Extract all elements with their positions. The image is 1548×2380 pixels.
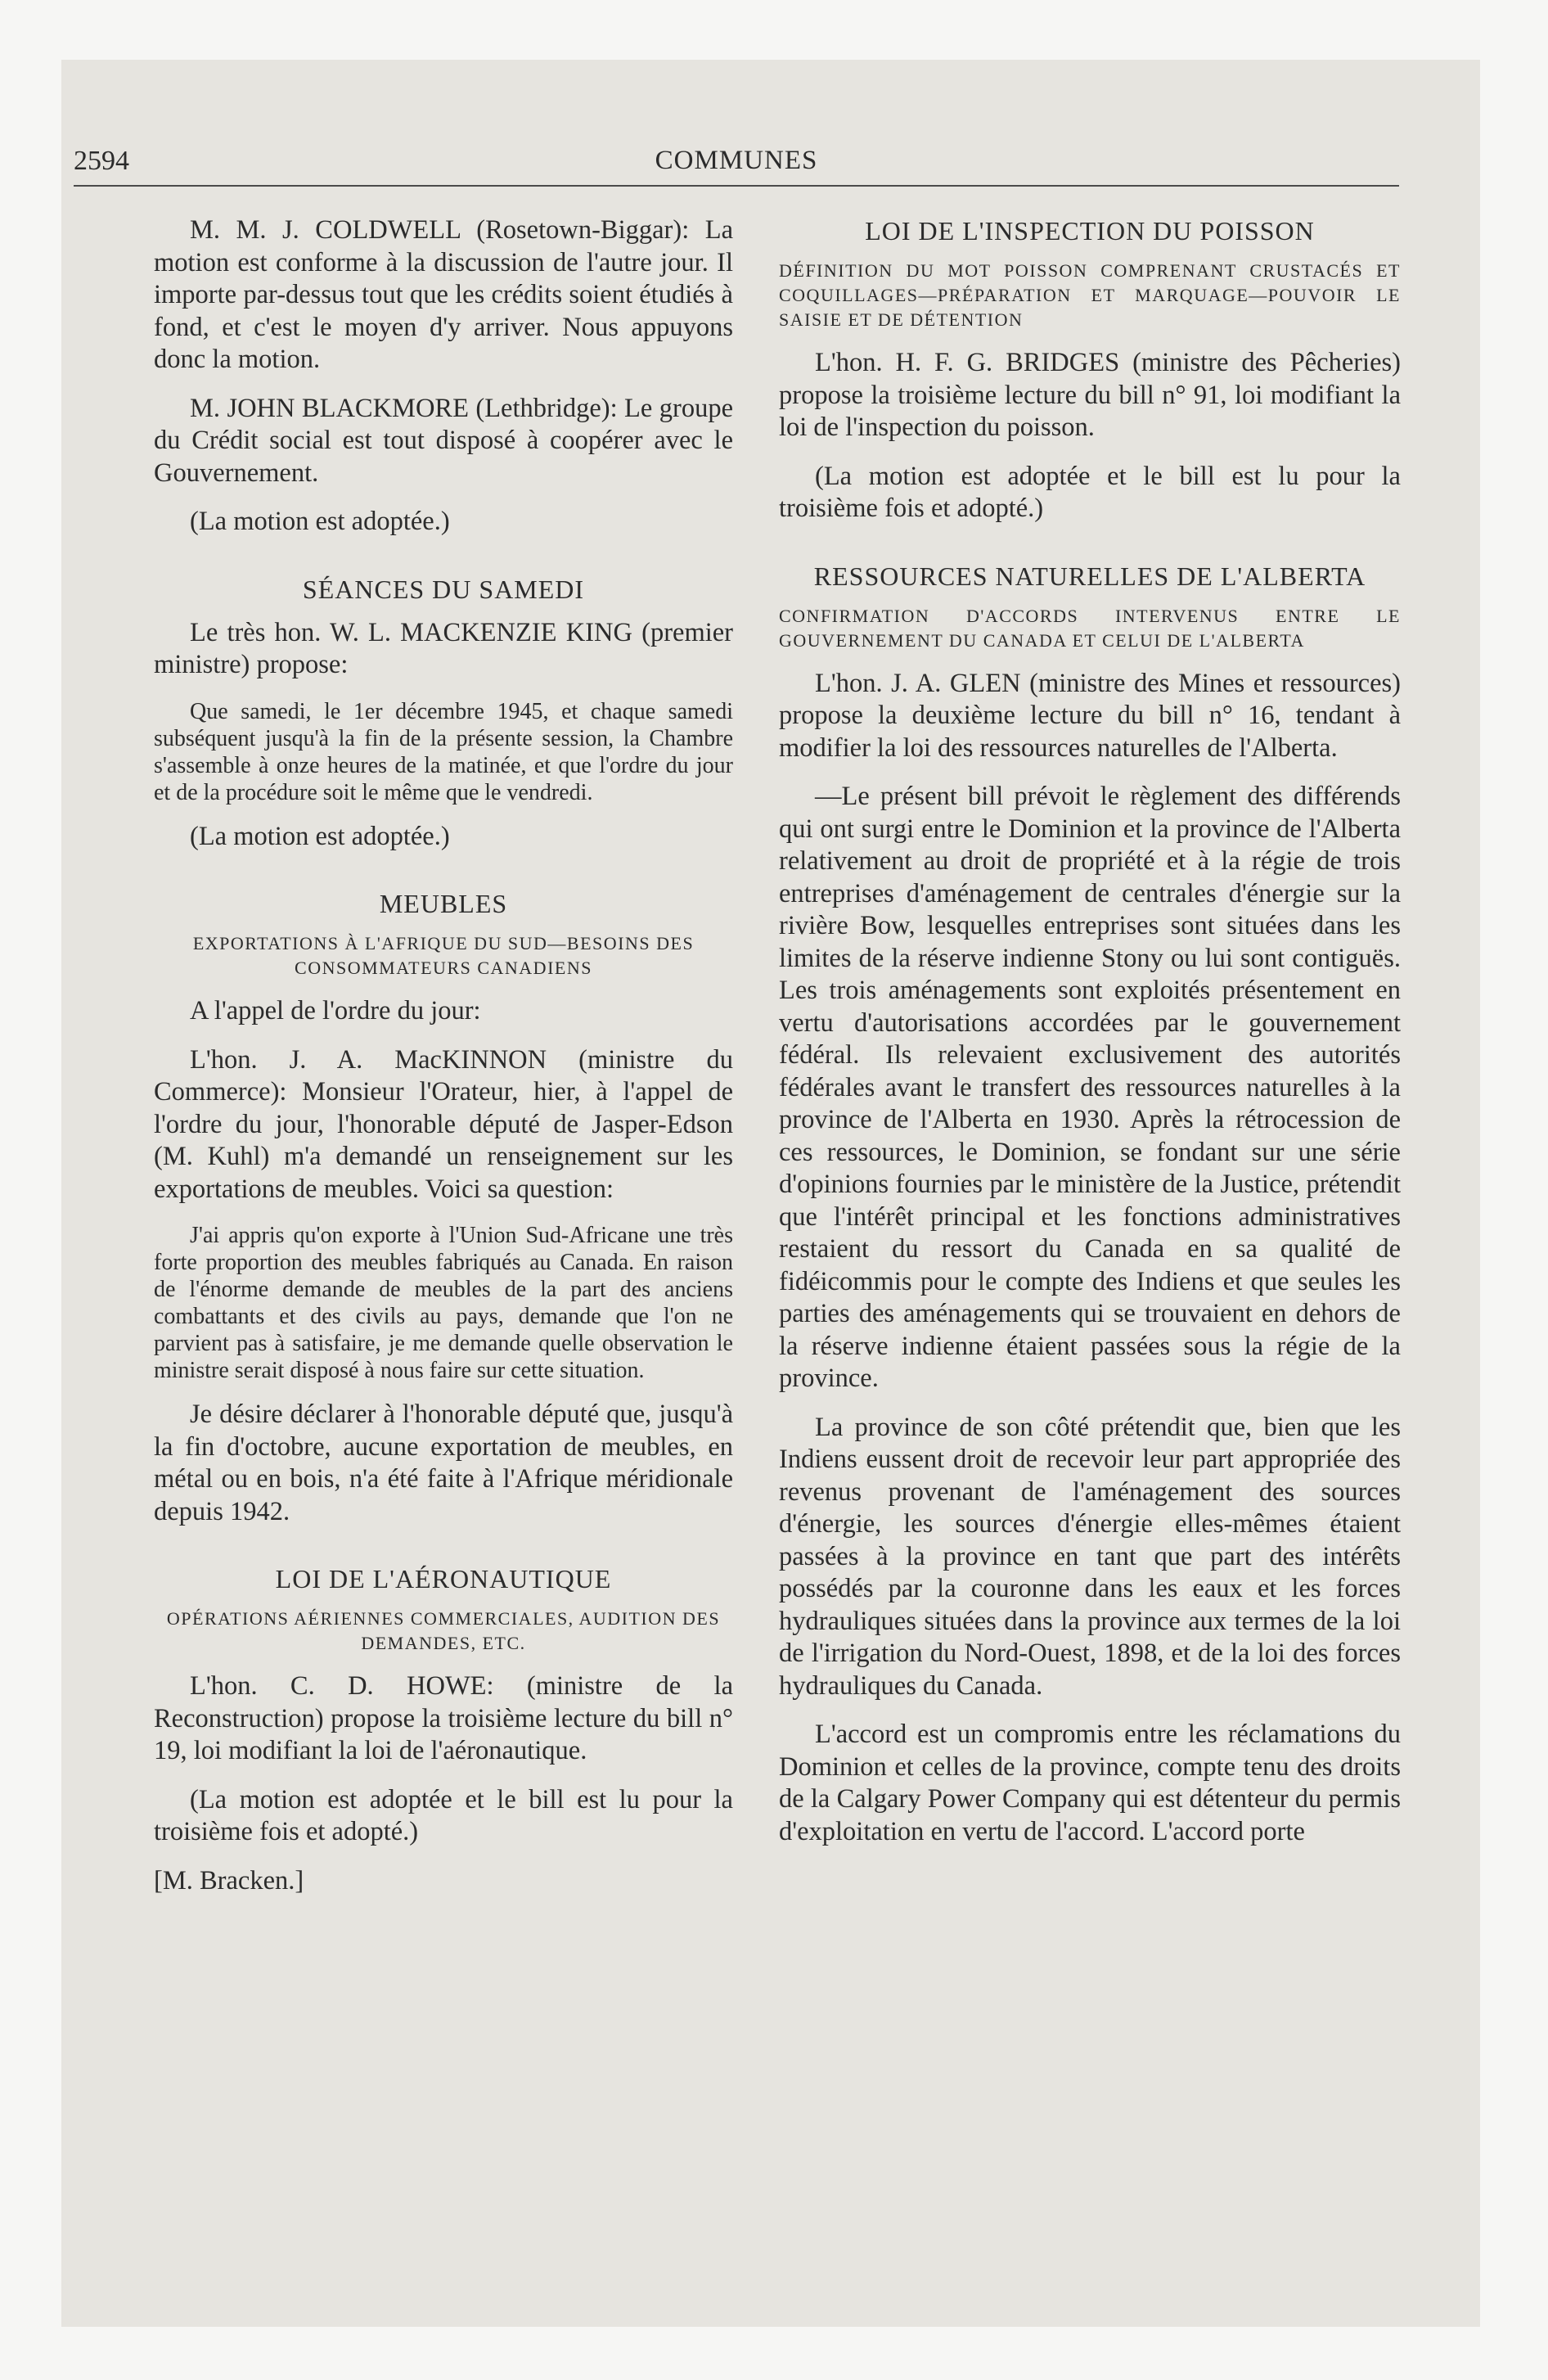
paragraph: L'hon. J. A. GLEN (ministre des Mines et ressources) propose la deuxième lecture du bill n° 16, tendant à modifier la loi des ressources naturelles de l'Alberta.: [779, 668, 1401, 763]
section-subheading: CONFIRMATION D'ACCORDS INTERVENUS ENTRE LE GOUVERNEMENT DU CANADA ET CELUI DE L'ALBERTA: [779, 605, 1401, 651]
right-column: [779, 214, 1401, 1864]
footer-speaker-note: [M. Bracken.]: [154, 1865, 304, 1895]
paragraph: L'hon. H. F. G. BRIDGES (ministre des Pêcheries) propose la troisième lecture du bill n° 91, loi modifiant la loi de l'inspection du poisson.: [779, 348, 1401, 442]
section-heading: LOI DE L'INSPECTION DU POISSON: [865, 216, 1315, 246]
paragraph: L'hon. J. A. MacKINNON (ministre du Commerce): Monsieur l'Orateur, hier, à l'appel de l'ordre du jour, l'honorable député de Jasper-Edson (M. Kuhl) m'a demandé un renseignement sur les exportations de meubles. Voici sa question:: [154, 1044, 733, 1204]
page-header: [74, 146, 1399, 182]
paragraph: Je désire déclarer à l'honorable député que, jusqu'à la fin d'octobre, aucune exportation de meubles, en métal ou en bois, n'a été faite à l'Afrique méridionale depuis 1942.: [154, 1400, 733, 1526]
section-subheading: OPÉRATIONS AÉRIENNES COMMERCIALES, AUDITION DES DEMANDES, ETC.: [166, 1608, 721, 1653]
section-heading: RESSOURCES NATURELLES DE L'ALBERTA: [813, 561, 1366, 591]
page-number: 2594: [74, 146, 129, 176]
paragraph: Le très hon. W. L. MACKENZIE KING (premier ministre) propose:: [154, 617, 733, 679]
quoted-question: J'ai appris qu'on exporte à l'Union Sud-Africane une très forte proportion des meubles fabriqués au Canada. En raison de l'énorme demande de meubles de la part des anciens combattants et des civils au pays, demande que l'on ne parvient pas à satisfaire, je me demande quelle observation le ministre serait disposé à nous faire sur cette situation.: [154, 1223, 733, 1383]
paragraph: La province de son côté prétendit que, bien que les Indiens eussent droit de recevoir leur part appropriée des revenus provenant de l'aménagement des sources d'énergie, les sources d'énergie elles-mêmes étaient passées à la province en tant que part des intérêts possédés par la couronne dans les eaux et les forces hydrauliques situées dans la province aux termes de la loi de l'irrigation du Nord-Ouest, 1898, et de la loi des forces hydrauliques du Canada.: [779, 1412, 1401, 1701]
paragraph: (La motion est adoptée et le bill est lu pour la troisième fois et adopté.): [779, 461, 1401, 523]
paragraph: L'hon. C. D. HOWE: (ministre de la Reconstruction) propose la troisième lecture du bill n° 19, loi modifiant la loi de l'aéronautique.: [154, 1671, 733, 1765]
paragraph: (La motion est adoptée et le bill est lu pour la troisième fois et adopté.): [154, 1784, 733, 1846]
paragraph: (La motion est adoptée.): [190, 507, 450, 536]
paragraph: A l'appel de l'ordre du jour:: [190, 996, 481, 1025]
section-heading: MEUBLES: [379, 889, 508, 918]
quoted-motion: Que samedi, le 1er décembre 1945, et chaque samedi subséquent jusqu'à la fin de la présente session, la Chambre s'assemble à onze heures de la matinée, et que l'ordre du jour et de la procédure soit le même que le vendredi.: [154, 698, 733, 805]
paragraph: L'accord est un compromis entre les réclamations du Dominion et celles de la province, compte tenu des droits de la Calgary Power Company qui est détenteur du permis d'exploitation en vertu de l'accord. L'accord porte: [779, 1720, 1401, 1846]
header-rule: [74, 185, 1399, 187]
paragraph: —Le présent bill prévoit le règlement des différends qui ont surgi entre le Dominion et la province de l'Alberta relativement au droit de propriété et à la régie de trois entreprises d'aménagement de centrales d'énergie sur la rivière Bow, lesquelles entreprises sont situées dans les limites de la réserve indienne Stony ou lui sont contiguës. Les trois aménagements sont exploités présentement en vertu d'autorisations accordées par le gouvernement fédéral. Ils relevaient exclusivement des autorités fédérales avant le transfert des ressources naturelles à la province de l'Alberta en 1930. Après la rétrocession de ces ressources, le Dominion, se fondant sur une série d'opinions fournies par le ministère de la Justice, prétendit que l'intérêt principal et les fonctions administratives restaient du ressort du Canada en sa qualité de fidéicommis pour le compte des Indiens et que seules les parties des aménagements qui se trouvaient en dehors de la réserve indienne étaient passées sous la régie de la province.: [779, 782, 1401, 1393]
paragraph: M. JOHN BLACKMORE (Lethbridge): Le groupe du Crédit social est tout disposé à coopérer avec le Gouvernement.: [154, 393, 733, 488]
paragraph: (La motion est adoptée.): [190, 821, 450, 851]
paragraph: M. M. J. COLDWELL (Rosetown-Biggar): La motion est conforme à la discussion de l'autre jour. Il importe par-dessus tout que les crédits soient étudiés à fond, et c'est le moyen d'y arriver. Nous appuyons donc la motion.: [154, 215, 733, 374]
section-subheading: EXPORTATIONS À L'AFRIQUE DU SUD—BESOINS DES CONSOMMATEURS CANADIENS: [192, 933, 695, 978]
left-column: [154, 214, 733, 1913]
section-subheading: DÉFINITION DU MOT POISSON COMPRENANT CRUSTACÉS ET COQUILLAGES—PRÉPARATION ET MARQUAGE—POUVOIR LE SAISIE ET DE DÉTENTION: [779, 260, 1401, 330]
running-head: COMMUNES: [655, 146, 818, 175]
section-heading: LOI DE L'AÉRONAUTIQUE: [275, 1564, 612, 1593]
section-heading: SÉANCES DU SAMEDI: [302, 574, 585, 604]
